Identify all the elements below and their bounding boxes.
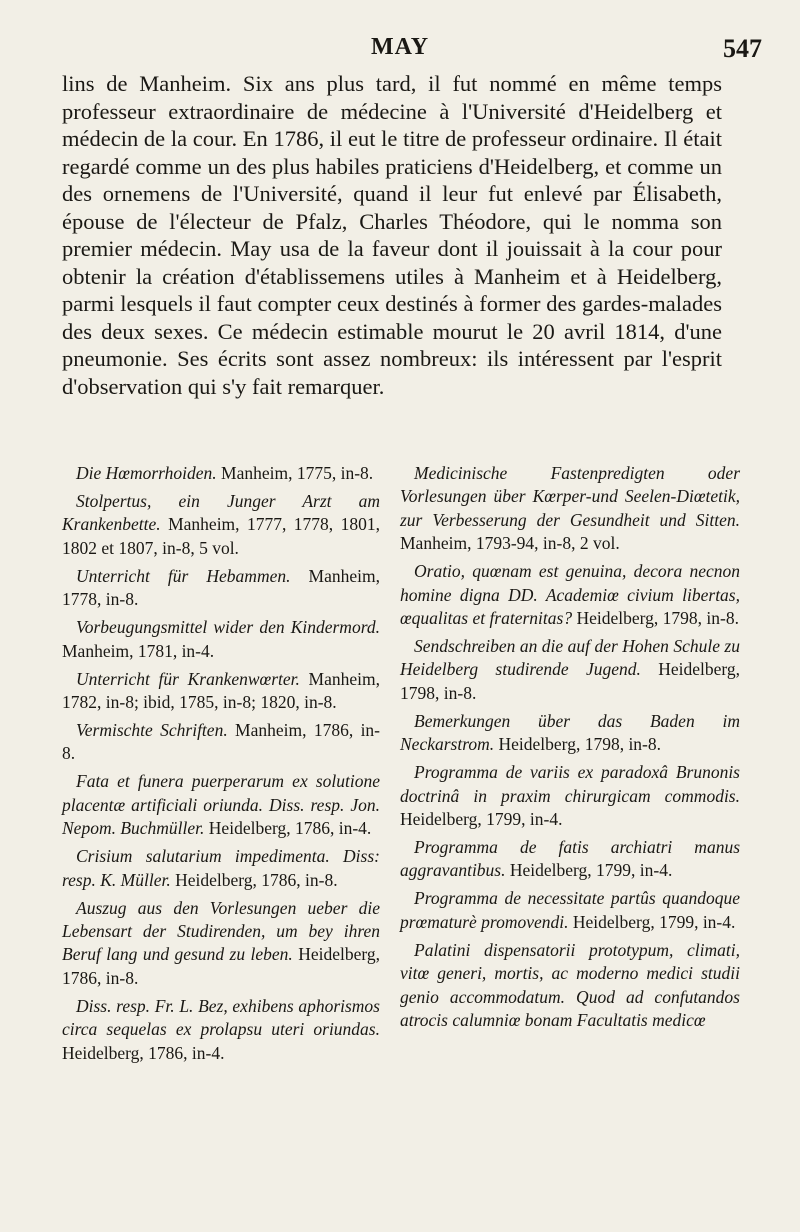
entry-details: Heidelberg, 1786, in-4. [204, 818, 372, 839]
entry-details: Manheim, 1793-94, in-8, 2 vol. [400, 533, 620, 554]
bibliography-entry [400, 939, 740, 1033]
entry-title: Stolpertus, ein Junger Arzt am Krankenbette. [62, 491, 380, 535]
bibliography-entry [400, 836, 740, 883]
entry-title: Vermischte Schriften. [76, 720, 228, 741]
bibliography-right-column [400, 462, 740, 1037]
bibliography-entry [62, 845, 380, 892]
bibliography-entry [400, 635, 740, 705]
bibliography-entry [62, 668, 380, 715]
running-head [0, 34, 800, 64]
entry-title: Vorbeugungsmittel wider den Kindermord. [76, 617, 380, 638]
entry-details: Heidelberg, 1798, in-8. [400, 659, 740, 703]
entry-title: Oratio, quœnam est genuina, decora necnon homine digna DD. Academiœ civium libertas, œqualitas et fraternitas? [400, 561, 740, 629]
entry-details: Heidelberg, 1799, in-4. [568, 911, 736, 932]
bibliography-entry [62, 462, 380, 485]
entry-details: Manheim, 1775, in-8. [216, 463, 374, 483]
entry-title: Crisium salutarium impedimenta. Diss: resp. K. Müller. [62, 846, 380, 890]
bibliography-entry [62, 616, 380, 663]
bibliography-entry [62, 565, 380, 612]
bibliography-entry [400, 462, 740, 556]
entry-title: Programma de fatis archiatri manus aggravantibus. [400, 837, 740, 881]
bibliography-entry [62, 995, 380, 1065]
entry-details: Manheim, 1777, 1778, 1801, 1802 et 1807, in-8, 5 vol. [62, 514, 380, 558]
bibliography-entry [400, 710, 740, 757]
entry-details: Heidelberg, 1798, in-8. [494, 734, 662, 755]
entry-title: Medicinische Fastenpredigten oder Vorlesungen über Kœrper-und Seelen-Diœtetik, zur Verbesserung der Gesundheit und Sitten. [400, 463, 740, 530]
bibliography-entry [62, 770, 380, 840]
entry-title: Sendschreiben an die auf der Hohen Schule zu Heidelberg studirende Jugend. [400, 636, 740, 680]
entry-title: Bemerkungen über das Baden im Neckarstrom. [400, 710, 740, 755]
entry-details: Heidelberg, 1799, in-4. [505, 860, 673, 881]
entry-title: Unterricht für Hebammen. [76, 565, 291, 586]
entry-title: Palatini dispensatorii prototypum, climati, vitœ generi, mortis, ac moderno medici studii genio accommodatum. Quod ad confutandos atrocis calumniœ bonam Facultatis medicœ [400, 939, 740, 1031]
bibliography-entry [62, 490, 380, 560]
entry-title: Programma de variis ex paradoxâ Brunonis doctrinâ in praxim chirurgicam commodis. [400, 762, 740, 806]
entry-title: Unterricht für Krankenwœrter. [76, 668, 300, 689]
bibliography-left-column [62, 462, 380, 1070]
entry-details: Manheim, 1778, in-8. [62, 565, 380, 610]
entry-details: Heidelberg, 1786, in-8. [170, 869, 338, 890]
bibliography-entry [62, 719, 380, 766]
entry-details: Manheim, 1786, in-8. [62, 720, 381, 764]
entry-title: Fata et funera puerperarum ex solutione placentæ artificiali oriunda. Diss. resp. Jon. Nepom. Buchmüller. [62, 771, 380, 839]
bibliography-entry [400, 887, 740, 934]
entry-title: Auszug aus den Vorlesungen ueber die Lebensart der Studirenden, um bey ihren Beruf lang und gesund zu leben. [62, 897, 380, 965]
entry-details: Manheim, 1782, in-8; ibid, 1785, in-8; 1820, in-8. [62, 668, 380, 713]
entry-details: Manheim, 1781, in-4. [62, 640, 215, 661]
entry-details: Heidelberg, 1786, in-4. [62, 1042, 225, 1063]
bibliography-entry [62, 897, 380, 991]
entry-title: Die Hœmorrhoiden. [76, 463, 217, 483]
entry-title: Diss. resp. Fr. L. Bez, exhibens aphorismos circa sequelas ex prolapsu uteri oriundas. [62, 995, 380, 1040]
biography-paragraph: lins de Manheim. Six ans plus tard, il fut nommé en même temps professeur extraordinaire de médecine à l'Université d'Heidelberg et médecin de la cour. En 1786, il eut le titre de professeur ordinaire. Il était regardé comme un des plus habiles praticiens d'Heidelberg, et comme un des ornemens de l'Université, quand il leur fut enlevé par Élisabeth, épouse de l'électeur de Pfalz, Charles Théodore, qui le nomma son premier médecin. May usa de la faveur dont il jouissait à la cour pour obtenir la création d'établissemens utiles à Manheim et à Heidelberg, parmi lesquels il faut compter ceux destinés à former des gardes-malades des deux sexes. Ce médecin estimable mourut le 20 avril 1814, d'une pneumonie. Ses écrits sont assez nombreux: ils intéressent par l'esprit d'observation qui s'y fait remarquer. [62, 71, 722, 399]
entry-details: Heidelberg, 1799, in-4. [400, 809, 563, 830]
bibliography-entry [400, 761, 740, 831]
running-title: MAY [370, 34, 430, 60]
entry-details: Heidelberg, 1786, in-8. [62, 944, 380, 988]
entry-title: Programma de necessitate partûs quandoque prœmaturè promovendi. [400, 888, 740, 932]
entry-details: Heidelberg, 1798, in-8. [572, 608, 739, 629]
bibliography-entry [400, 560, 740, 630]
page-number: 547 [723, 34, 762, 63]
